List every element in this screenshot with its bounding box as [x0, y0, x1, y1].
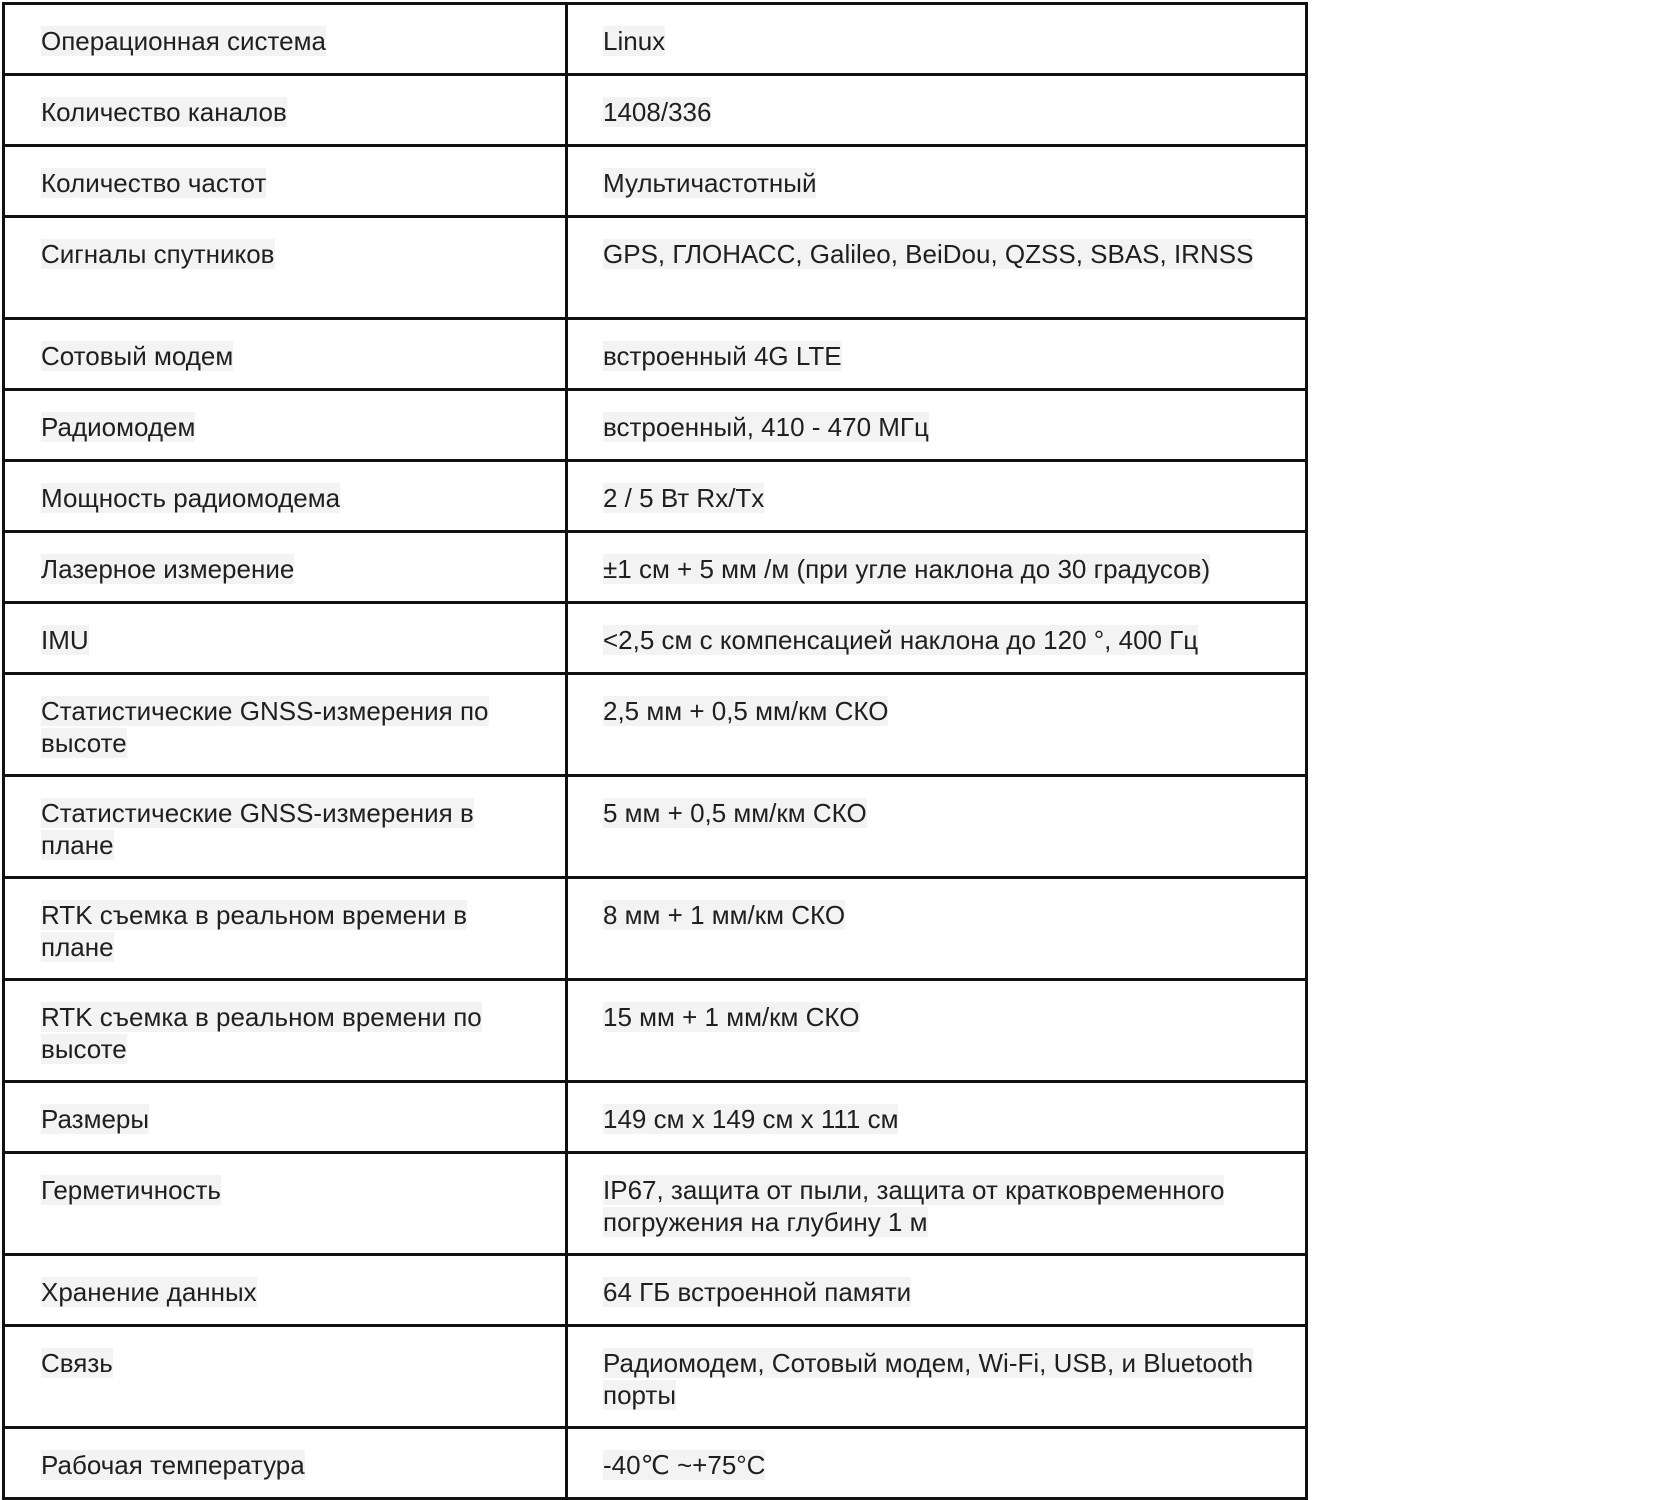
table-row — [4, 4, 1307, 75]
table-row — [4, 1326, 1307, 1428]
spec-value: встроенный, 410 - 470 МГц — [603, 412, 929, 442]
spec-value: 2 / 5 Вт Rx/Tx — [603, 483, 765, 513]
spec-label-cell — [4, 461, 567, 532]
spec-value: ±1 см + 5 мм /м (при угле наклона до 30 градусов) — [603, 554, 1211, 584]
spec-label-cell — [4, 674, 567, 776]
spec-value-cell — [567, 217, 1307, 319]
spec-value-cell — [567, 1082, 1307, 1153]
table-row — [4, 461, 1307, 532]
spec-value: 5 мм + 0,5 мм/км СКО — [603, 798, 867, 828]
spec-label-cell — [4, 1082, 567, 1153]
spec-value: 2,5 мм + 0,5 мм/км СКО — [603, 696, 889, 726]
table-row — [4, 1153, 1307, 1255]
table-row — [4, 674, 1307, 776]
spec-value-cell — [567, 1326, 1307, 1428]
table-row — [4, 603, 1307, 674]
table-row — [4, 75, 1307, 146]
spec-label-cell — [4, 4, 567, 75]
spec-value: Linux — [603, 26, 666, 56]
spec-label-cell — [4, 217, 567, 319]
spec-label: Лазерное измерение — [41, 554, 295, 584]
spec-label-cell — [4, 1428, 567, 1499]
spec-value: Радиомодем, Сотовый модем, Wi-Fi, USB, и Bluetooth порты — [603, 1348, 1254, 1410]
spec-value-cell — [567, 461, 1307, 532]
spec-label: Статистические GNSS-измерения по высоте — [41, 696, 489, 758]
spec-value: GPS, ГЛОНАСС, Galileo, BeiDou, QZSS, SBAS, IRNSS — [603, 239, 1254, 269]
spec-value-cell — [567, 146, 1307, 217]
spec-value-cell — [567, 1255, 1307, 1326]
spec-label: RTK съемка в реальном времени в плане — [41, 900, 468, 962]
table-row — [4, 878, 1307, 980]
spec-value-cell — [567, 1428, 1307, 1499]
spec-label: Количество каналов — [41, 97, 287, 127]
spec-label-cell — [4, 1255, 567, 1326]
spec-value-cell — [567, 776, 1307, 878]
spec-label: Рабочая температура — [41, 1450, 305, 1480]
spec-label-cell — [4, 75, 567, 146]
spec-value-cell — [567, 980, 1307, 1082]
spec-value: встроенный 4G LTE — [603, 341, 842, 371]
spec-label: IMU — [41, 625, 89, 655]
table-row — [4, 390, 1307, 461]
spec-label-cell — [4, 319, 567, 390]
spec-label: Сигналы спутников — [41, 239, 275, 269]
table-row — [4, 776, 1307, 878]
spec-label: Радиомодем — [41, 412, 196, 442]
spec-label: Связь — [41, 1348, 113, 1378]
spec-label: Статистические GNSS-измерения в плане — [41, 798, 474, 860]
table-row — [4, 1428, 1307, 1499]
spec-value: 149 см х 149 см х 111 см — [603, 1104, 899, 1134]
spec-value: <2,5 см с компенсацией наклона до 120 °, 400 Гц — [603, 625, 1199, 655]
spec-label-cell — [4, 1153, 567, 1255]
spec-label: RTK съемка в реальном времени по высоте — [41, 1002, 482, 1064]
spec-value-cell — [567, 1153, 1307, 1255]
spec-label: Операционная система — [41, 26, 326, 56]
table-row — [4, 532, 1307, 603]
table-row — [4, 1082, 1307, 1153]
table-row — [4, 1255, 1307, 1326]
spec-value-cell — [567, 319, 1307, 390]
spec-value: 8 мм + 1 мм/км СКО — [603, 900, 846, 930]
spec-label: Хранение данных — [41, 1277, 257, 1307]
spec-label: Сотовый модем — [41, 341, 234, 371]
spec-label-cell — [4, 878, 567, 980]
spec-value-cell — [567, 4, 1307, 75]
spec-value-cell — [567, 75, 1307, 146]
table-row — [4, 980, 1307, 1082]
spec-value-cell — [567, 603, 1307, 674]
spec-label-cell — [4, 390, 567, 461]
table-row — [4, 146, 1307, 217]
spec-label-cell — [4, 532, 567, 603]
spec-value: 64 ГБ встроенной памяти — [603, 1277, 912, 1307]
spec-value-cell — [567, 532, 1307, 603]
spec-value: 1408/336 — [603, 97, 712, 127]
spec-label-cell — [4, 603, 567, 674]
spec-label: Количество частот — [41, 168, 267, 198]
spec-value-cell — [567, 674, 1307, 776]
spec-label-cell — [4, 1326, 567, 1428]
table-row — [4, 319, 1307, 390]
spec-value: -40℃ ~+75°C — [603, 1450, 766, 1480]
spec-value: 15 мм + 1 мм/км СКО — [603, 1002, 860, 1032]
spec-value: Мультичастотный — [603, 168, 817, 198]
spec-value-cell — [567, 390, 1307, 461]
table-row — [4, 217, 1307, 319]
spec-label-cell — [4, 146, 567, 217]
spec-label: Размеры — [41, 1104, 150, 1134]
spec-label: Мощность радиомодема — [41, 483, 341, 513]
spec-label-cell — [4, 980, 567, 1082]
spec-label: Герметичность — [41, 1175, 221, 1205]
spec-table — [2, 2, 1308, 1500]
spec-value: IP67, защита от пыли, защита от кратковременного погружения на глубину 1 м — [603, 1175, 1225, 1237]
spec-label-cell — [4, 776, 567, 878]
spec-value-cell — [567, 878, 1307, 980]
